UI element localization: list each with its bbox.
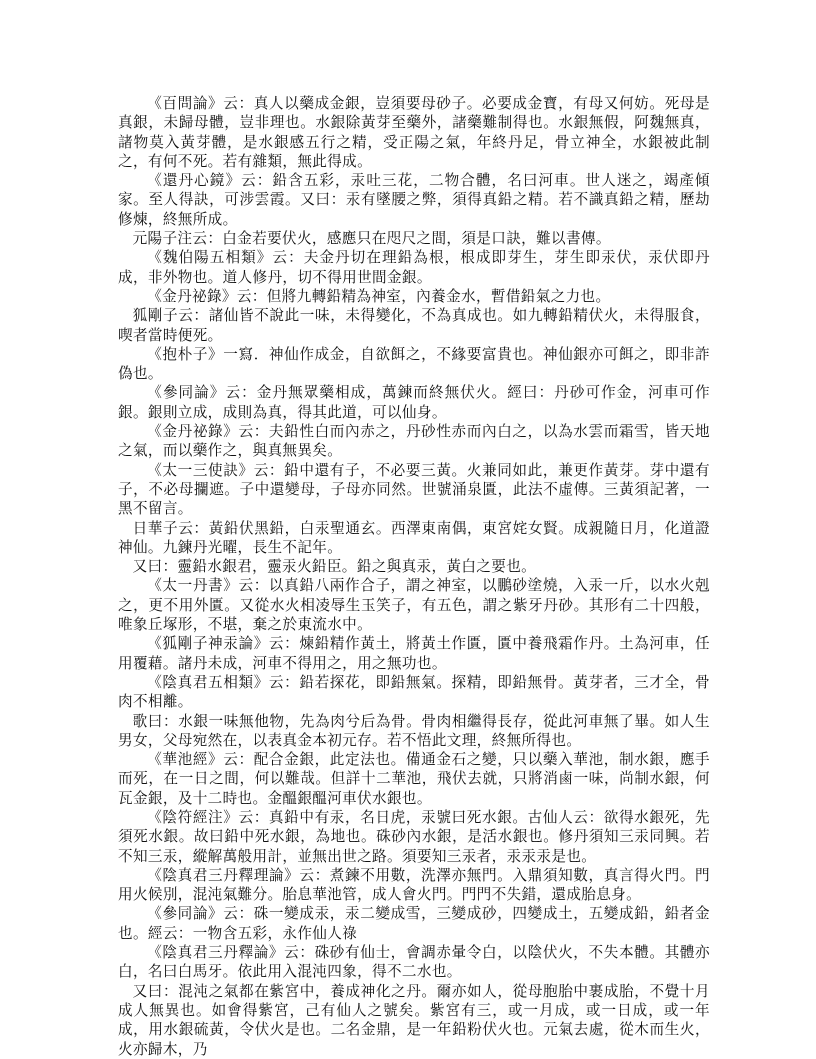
paragraph-tai-yi-dan-shu: 《太一丹書》云：以真鉛八兩作合子，謂之神室，以鵬砂塗燒，入汞一斤，以水火剋之，更不用外匱。又從水火相凌辱生玉笑子，有五色，謂之紫牙丹砂。其形有二十四般，唯象丘塚形，不堪，棄之於東流水中。 bbox=[118, 577, 710, 634]
paragraph-yin-fu-jing-zhu: 《陰符經注》云：真鉛中有汞，名日虎，汞號曰死水銀。古仙人云：欲得水銀死，先須死水銀。故曰鉛中死水銀，為地也。硃砂內水銀，是活水銀也。修丹須知三汞同興。若不知三汞，縱解萬般用計，並無出世之路。須要知三汞者，汞汞汞是也。 bbox=[118, 808, 710, 865]
paragraph-jin-dan-mi-lu-2: 《金丹祕錄》云：夫鉛性白而內赤之，丹砂性赤而內白之，以為水雲而霜雪，皆天地之氣，而以藥作之，與真無異矣。 bbox=[118, 423, 710, 460]
paragraph-bao-pu-zi: 《抱朴子》一寫．神仙作成金，自欲餌之，不緣要富貴也。神仙銀亦可餌之，即非詐偽也。 bbox=[118, 345, 710, 383]
paragraph-bai-wen-lun: 《百問論》云：真人以藥成金銀，豈須要母砂子。必要成金寶，有母又何妨。死母是真銀，未歸母體，豈非理也。水銀除黃芽至藥外，諸藥難制得也。水銀無假，阿魏無真，諸物莫入黃芽體，是水銀感五行之精，受正陽之氣，年終丹足，骨立神全，水銀被此制之，有何不死。若有雜類，無此得成。 bbox=[118, 95, 710, 170]
paragraph-tai-yi-san-shi: 《太一三使訣》云：鉛中還有子，不必要三黃。火兼同如此，兼更作黃芽。芽中還有子，不必母攔遮。子中還變母，子母亦同然。世號涌泉匱，此法不虛傳。三黃須記著，一黑不留言。 bbox=[118, 461, 710, 518]
paragraph-you-yue-2: 又曰：混沌之氣都在紫宮中，養成神化之丹。爾亦如人，從母胞胎中裹成胎，不覺十月成人無異也。如會得紫宮，己有仙人之號矣。紫宮有三，或一月成，或一日成，或一年成，用水銀硫黃，令伏火是也。二名金鼎，是一年鉛粉伏火也。元氣去處，從木而生火，火亦歸木，乃 bbox=[118, 982, 710, 1058]
paragraph-you-yue-1: 又曰：靈鉛水銀君，靈汞火鉛臣。鉛之與真汞，黃白之要也。 bbox=[132, 558, 537, 576]
paragraph-yuan-yang-zi: 元陽子注云：白金若要伏火，感應只在咫尺之間，須是口訣，難以書傳。 bbox=[132, 230, 611, 248]
paragraph-yin-zhen-jun-wu-xiang: 《陰真君五相類》云：鉛若探花，即鉛無氣。探精，即鉛無骨。黃芽者，三才全，骨肉不相離。 bbox=[118, 673, 710, 711]
paragraph-hu-gang-zi: 狐剛子云：諸仙皆不說此一味，未得變化，不為真成也。如九轉鉛精伏火，未得服食，喫者當時便死。 bbox=[118, 307, 710, 344]
paragraph-wei-bo-yang: 《魏伯陽五相類》云：夫金丹切在理鉛為根，根成即芽生，芽生即汞伏，汞伏即丹成，非外物也。道人修丹，切不得用世間金銀。 bbox=[118, 249, 710, 286]
paragraph-hu-gang-zi-shen-gong: 《狐剛子神汞論》云：煉鉛精作黃土，將黃土作匱，匱中養飛霜作丹。土為河車，任用覆藉。諸丹未成，河車不得用之，用之無功也。 bbox=[118, 635, 710, 672]
paragraph-ge-yue: 歌曰：水銀一味無他物，先為肉兮后為骨。骨肉相繼得長存，從此河車無了畢。如人生男女，父母宛然在，以表真金本初元存。若不悟此文理，終無所得也。 bbox=[118, 712, 710, 749]
paragraph-san-dan-shi-lun: 《陰真君三丹釋論》云：硃砂有仙士，會調赤暈令白，以陰伏火，不失本體。其體亦白，名曰白馬牙。依此用入混沌四象，得不二水也。 bbox=[118, 944, 710, 981]
paragraph-san-dan-shi-li-lun: 《陰真君三丹釋理論》云：煮鍊不用數，洗澤亦無門。入鼎須知數，真言得火門。門用火候別，混沌氣難分。胎息華池管，成人會火門。門門不失錯，還成胎息身。 bbox=[118, 866, 710, 904]
paragraph-can-tong-lun-1: 《參同論》云：金丹無眾藥相成，萬鍊而終無伏火。經曰：丹砂可作金，河車可作銀。銀則立成，成則為真，得其此道，可以仙身。 bbox=[118, 384, 710, 421]
paragraph-ri-hua-zi: 日華子云：黃鉛伏黑鉛，白汞聖通玄。西澤東南偶，東宮姹女賢。成親隨日月，化道證神仙。九鍊丹光曜，長生不記年。 bbox=[118, 519, 710, 556]
paragraph-can-tong-lun-2: 《參同論》云：硃一變成汞，汞二變成雪，三變成砂，四變成土，五變成鉛，鉛者金也。經云：一物含五彩，永作仙人祿 bbox=[118, 905, 710, 942]
paragraph-hua-chi-jing: 《華池經》云：配合金銀，此定法也。備通金石之變，只以藥入華池，制水銀，應手而死，在一日之間，何以難哉。但詳十二華池，飛伏去就，只將消鹵一味，尚制水銀，何瓦金銀，及十二時也。金醞銀醞河車伏水銀也。 bbox=[118, 751, 710, 807]
paragraph-huan-dan-xin-jing: 《還丹心鏡》云：鉛含五彩，汞吐三花，二物合體，名曰河車。世人迷之，竭產傾家。至人得訣，可涉雲霞。又曰：汞有墜腰之弊，須得真鉛之精。若不識真鉛之精，歷劫修煉，終無所成。 bbox=[118, 172, 710, 228]
paragraph-jin-dan-mi-lu-1: 《金丹祕錄》云：但將九轉鉛精為神室，內養金水，暫借鉛氣之力也。 bbox=[147, 287, 611, 305]
